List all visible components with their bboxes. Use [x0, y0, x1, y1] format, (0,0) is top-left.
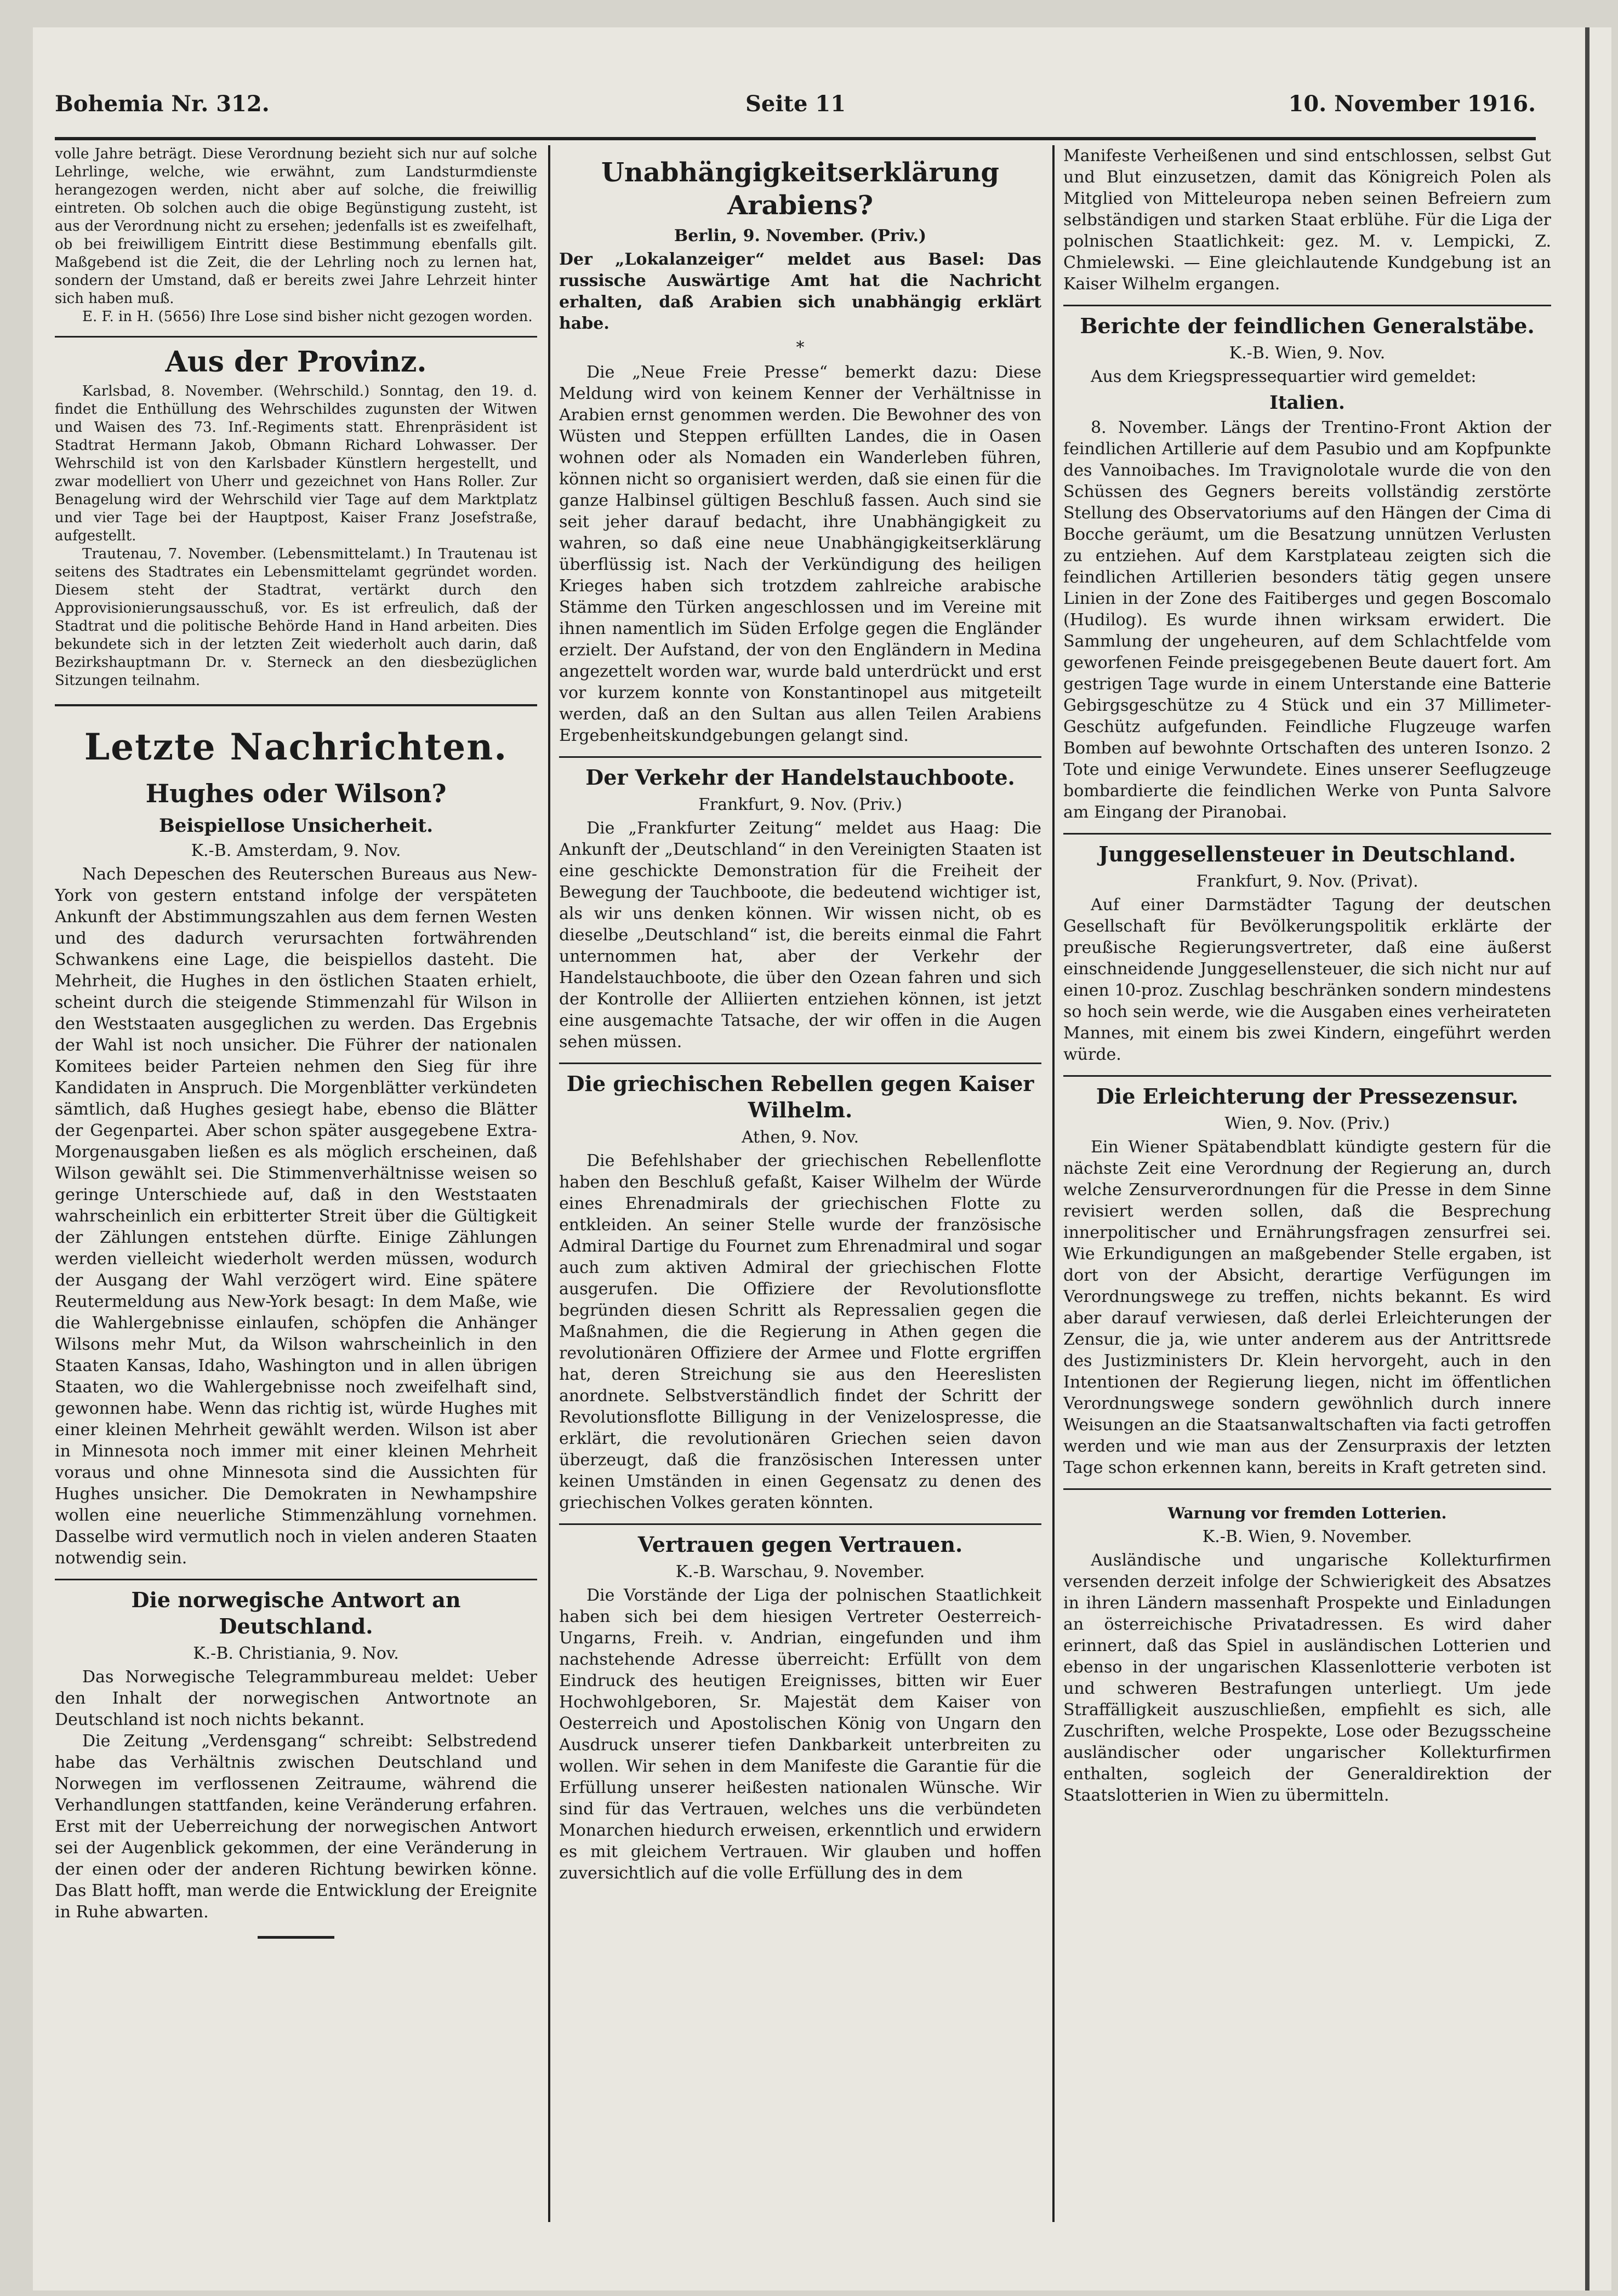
- header-page-number: Seite 11: [745, 91, 846, 117]
- article-headline: Berichte der feindlichen Generalstäbe.: [1080, 313, 1535, 338]
- section-rule: [559, 1523, 1041, 1525]
- article-headline: Die Erleichterung der Pressezensur.: [1096, 1084, 1519, 1109]
- article-paragraph: Die Vorstände der Liga der polnischen Staatlichkeit haben sich bei dem hiesigen Vertreter Oesterreich-Ungarns, Freih. v. Andrian, eingefunden und ihm nachstehende Adresse überreicht: Erfüllt von dem Eindruck des heutigen Ereignisses, bitten wir Euer Hochwohlgeboren, Sr. Majestät dem Kaiser von Oesterreich und Apostolischen König von Ungarn den Ausdruck unserer tiefen Dankbarkeit unterbreiten zu wollen. Wir sehen in dem Manifeste die Garantie für die Erfüllung unserer heißesten nationalen Wünsche. Wir sind für das Vertrauen, welches uns die verbündeten Monarchen hiedurch erweisen, erkenntlich und erwidern es mit gleichem Vertrauen. Wir glauben und hoffen zuversichtlich auf die volle Erfüllung des in dem: [559, 1586, 1041, 1883]
- article-dateline: K.-B. Warschau, 9. November.: [675, 1562, 925, 1581]
- article-dateline: K.-B. Christiania, 9. Nov.: [193, 1644, 399, 1663]
- article-paragraph: Ein Wiener Spätabendblatt kündigte gestern für die nächste Zeit eine Verordnung der Regierung an, durch welche Zensurverordnungen für die Presse in dem Sinne revisiert werden sollen, daß die Besprechung innerpolitischer und Ernährungsfragen zensurfrei sei. Wie Erkundigungen an maßgebender Stelle ergaben, ist dort von der Absicht, derartige Verfügungen im Verordnungswege zu treffen, nichts bekannt. Es wird aber darauf verwiesen, daß derlei Erleichterungen der Zensur, die ja, wie unter anderem aus der Antrittsrede des Justizministers Dr. Klein hervorgeht, auch in den Intentionen der Regierung liegen, nicht im öffentlichen Verordnungswege sondern gewöhnlich durch innere Weisungen an die Staatsanwaltschaften via facti getroffen werden und wie man aus der Zensurpraxis der letzten Tage schon erkennen kann, bereits in Kraft getreten sind.: [1063, 1138, 1551, 1477]
- article-headline: Junggesellensteuer in Deutschland.: [1098, 842, 1516, 866]
- article-dateline: Berlin, 9. November. (Priv.): [674, 226, 927, 245]
- column-divider: [1052, 145, 1055, 2222]
- page-header: [55, 82, 1536, 126]
- header-rule: [55, 137, 1536, 140]
- article-paragraph: Das Norwegische Telegrammbureau meldet: Ueber den Inhalt der norwegischen Antwortnote an Deutschland ist noch nichts bekannt.: [55, 1667, 537, 1729]
- article-dateline: K.-B. Amsterdam, 9. Nov.: [191, 841, 401, 860]
- article-headline: Vertrauen gegen Vertrauen.: [637, 1532, 963, 1557]
- column-3: [1063, 145, 1551, 2228]
- separator-mark: *: [796, 338, 805, 357]
- article-paragraph: Die Befehlshaber der griechischen Rebellenflotte haben den Beschluß gefaßt, Kaiser Wilhelm der Würde eines Ehrenadmirals der griechischen Flotte zu entkleiden. An seiner Stelle wurde der französische Admiral Dartige du Fournet zum Ehrenadmiral und sogar auch zum aktiven Admiral der griechischen Flotte ausgerufen. Die Offiziere der Revolutionsflotte begründen diesen Schritt als Repressalien gegen die Maßnahmen, die die Regierung in Athen gegen die revolutionären Offiziere der Armee und Flotte ergriffen hat, deren Streichung sie aus den Heereslisten anordnete. Selbstverständlich findet der Schritt der Revolutionsflotte Billigung in der Venizelospresse, die erklärt, die revolutionären Griechen seien davon überzeugt, daß die französischen Interessen unter keinen Umständen in einen Gegensatz zu denen des griechischen Volkes geraten könnten.: [559, 1151, 1041, 1512]
- scan-edge: [1585, 27, 1589, 2291]
- section-rule: [1063, 1075, 1551, 1077]
- section-rule: [559, 1063, 1041, 1064]
- subsection-heading: Italien.: [1269, 392, 1345, 414]
- section-rule: [1063, 1488, 1551, 1490]
- article-lead: Der „Lokalanzeiger“ meldet aus Basel: Das russische Auswärtige Amt hat die Nachricht erhalten, daß Arabien sich unabhängig erklärt habe.: [559, 250, 1041, 333]
- column-divider: [548, 145, 550, 2222]
- article-paragraph: Auf einer Darmstädter Tagung der deutschen Gesellschaft für Bevölkerungspolitik erklärte der preußische Regierungsvertreter, daß eine äußerst einschneidende Junggesellensteuer, die sich nicht nur auf einen 10-proz. Zuschlag beschränken sondern mindestens so hoch sein werde, wie die Ausgaben eines verheirateten Mannes, mit einem bis zwei Kindern, eingeführt werden würde.: [1063, 895, 1551, 1064]
- article-paragraph: Ausländische und ungarische Kollekturfirmen versenden derzeit infolge der Schwierigkeit des Absatzes in ihren Ländern massenhaft Prospekte und Einladungen an österreichische Privatadressen. Es wird daher erinnert, daß das Spiel in ausländischen Lotterien und ebenso in der ungarischen Klassenlotterie verboten ist und schweren Bestrafungen unterliegt. Um jede Straffälligkeit auszuschließen, empfiehlt es sich, alle Zuschriften, welche Prospekte, Lose oder Bezugsscheine ausländischer oder ungarischer Kollekturfirmen enthalten, sogleich der Generaldirektion der Staatslotterien in Wien zu übermitteln.: [1063, 1551, 1551, 1805]
- article-subheadline: Beispiellose Unsicherheit.: [158, 815, 434, 837]
- article-headline: Unabhängigkeitserklärung Arabiens?: [601, 157, 999, 221]
- article-dateline: K.-B. Wien, 9. November.: [1202, 1527, 1412, 1546]
- article-dateline: Wien, 9. Nov. (Priv.): [1224, 1114, 1390, 1133]
- article-paragraph: Die „Frankfurter Zeitung“ meldet aus Haag: Die Ankunft der „Deutschland“ in den Vereinigten Staaten ist eine geschickte Demonstration für die Freiheit der Bewegung der Tauchboote, die bedeutend wichtiger ist, als wir uns denken können. Wir wissen nicht, ob es dieselbe „Deutschland“ ist, die bereits einmal die Fahrt unternommen hat, aber der Verkehr der Handelstauchboote, die über den Ozean fahren und sich der Kontrolle der Alliierten entziehen können, ist jetzt eine ausgemachte Tatsache, der wir offen in die Augen sehen müssen.: [559, 819, 1041, 1052]
- article-dateline: Frankfurt, 9. Nov. (Priv.): [698, 795, 902, 814]
- header-date: 10. November 1916.: [1288, 91, 1536, 117]
- continued-paragraph: volle Jahre beträgt. Diese Verordnung bezieht sich nur auf solche Lehrlinge, welche, wie erwähnt, zum Landsturmdienste herangezogen werden, nicht aber auf solche, die freiwillig eintreten. Ob solchen auch die obige Begünstigung zusteht, ist aus der Verordnung nicht zu ersehen; jedenfalls ist es zweifelhaft, ob bei freiwilligem Eintritt diese Bestimmung ebenfalls gilt. Maßgebend ist die Zeit, die der Lehrling noch zu lernen hat, sondern der Umstand, daß er bereits zwei Jahre Lehrzeit hinter sich haben muß.: [55, 146, 537, 307]
- article-headline: Die norwegische Antwort an Deutschland.: [131, 1587, 461, 1638]
- section-rule: [1063, 833, 1551, 835]
- article-paragraph: Nach Depeschen des Reuterschen Bureaus aus New-York von gestern entstand infolge der verspäteten Ankunft der Abstimmungszahlen aus dem fernen Westen und des dadurch verursachten fortwährenden Schwankens eine Lage, die beispiellos dasteht. Die Mehrheit, die Hughes in den östlichen Staaten erhielt, scheint durch die steigende Stimmenzahl für Wilson in den Weststaaten ausgeglichen zu werden. Das Ergebnis der Wahl ist noch unsicher. Die Führer der nationalen Komitees beider Parteien nehmen den Sieg für ihre Kandidaten in Anspruch. Die Morgenblätter verkündeten sämtlich, daß Hughes gesiegt habe, ebenso die Blätter der Gegenpartei. Aber schon später ausgegebene Extra-Morgenausgaben ließen es als möglich erscheinen, daß Wilson gewählt sei. Die Stimmenverhältnisse weisen so geringe Unterschiede auf, daß in den Weststaaten wahrscheinlich ein erbitterter Streit über die Gültigkeit der Zählungen entstehen dürfte. Einige Zählungen werden vielleicht wiederholt werden müssen, wodurch der Ausgang der Wahl verzögert wird. Eine spätere Reutermeldung aus New-York besagt: In dem Maße, wie die Wahlergebnisse einlaufen, schöpfen die Anhänger Wilsons mehr Mut, da Wilson wahrscheinlich in den Staaten Kansas, Idaho, Washington und in allen übrigen Staaten, wo die Wahlergebnisse noch zweifelhaft sind, gewonnen habe. Wenn das richtig ist, würde Hughes mit einer kleinen Mehrheit gewählt werden. Wilson ist aber in Minnesota noch immer mit einer kleinen Mehrheit voraus und ohne Minnesota sind die Aussichten für Hughes unsicher. Die Demokraten in Newhampshire wollen eine neuerliche Stimmenzählung vornehmen. Dasselbe wird vermutlich noch in vielen anderen Staaten notwendig sein.: [55, 865, 537, 1568]
- column-1: [55, 145, 537, 2228]
- header-publication: Bohemia Nr. 312.: [55, 91, 270, 117]
- continued-paragraph: Manifeste Verheißenen und sind entschlossen, selbst Gut und Blut einzusetzen, damit das Königreich Polen als Mitglied von Mitteleuropa neben seinen Befreiern zum selbständigen und starken Staat erblühe. Für die Liga der polnischen Staatlichkeit: gez. M. v. Lempicki, Z. Chmielewski. — Eine gleichlautende Kundgebung ist an Kaiser Wilhelm ergangen.: [1063, 146, 1551, 294]
- article-headline: Warnung vor fremden Lotterien.: [1167, 1504, 1447, 1522]
- article-paragraph: Trautenau, 7. November. (Lebensmittelamt.) In Trautenau ist seitens des Stadtrates ein Lebensmittelamt gegründet worden. Diesem steht der Stadtrat, vertärkt durch den Approvisionierungsausschuß, vor. Es ist erfreulich, daß der Stadtrat und die politische Behörde Hand in Hand arbeiten. Dies bekundete sich in der letzten Zeit wiederholt auch darin, daß Bezirkshauptmann Dr. v. Sterneck an den diesbezüglichen Sitzungen teilnahm.: [55, 546, 537, 689]
- article-dateline: K.-B. Wien, 9. Nov.: [1229, 344, 1386, 363]
- section-rule: [559, 756, 1041, 758]
- section-rule: [1063, 305, 1551, 306]
- section-heading-letzte-nachrichten: Letzte Nachrichten.: [84, 726, 508, 768]
- article-dateline: Athen, 9. Nov.: [741, 1128, 859, 1147]
- article-paragraph: Aus dem Kriegspressequartier wird gemeldet:: [1091, 367, 1477, 386]
- section-rule: [55, 336, 537, 338]
- article-headline: Der Verkehr der Handelstauchboote.: [585, 765, 1015, 790]
- article-paragraph: 8. November. Längs der Trentino-Front Aktion der feindlichen Artillerie auf dem Pasubio und am Kopfpunkte des Vannoibaches. Im Travignolotale wurde die von den Schüssen des Gegners bereits vollständig zerstörte Stellung des Observatoriums auf den Hängen der Cima di Bocche geräumt, um die Besatzung unnützen Verlusten zu entziehen. Auf dem Karstplateau zeigten sich die feindlichen Artillerien besonders tätig gegen unsere Linien in der Zone des Faitiberges und gegen Boscomalo (Hudilog). Es wurde ihnen wirksam erwidert. Die Sammlung der ungeheuren, auf dem Schlachtfelde vom geworfenen Feinde preisgegebenen Beute dauert fort. Am gestrigen Tage wurde in einem Unterstande eine Batterie Gebirgsgeschütze zu 4 Stück und ein 37 Millimeter-Geschütz aufgefunden. Feindliche Flugzeuge warfen Bomben auf bewohnte Ortschaften des unteren Isonzo. 2 Tote und einige Verwundete. Eines unserer Seeflugzeuge bombardierte die feindlichen Werke von Punta Salvore am Eingang der Piranobai.: [1063, 418, 1551, 822]
- article-headline: Die griechischen Rebellen gegen Kaiser Wilhelm.: [566, 1071, 1034, 1122]
- reader-note: E. F. in H. (5656) Ihre Lose sind bisher nicht gezogen worden.: [82, 309, 533, 325]
- article-paragraph: Die „Neue Freie Presse“ bemerkt dazu: Diese Meldung wird von keinem Kenner der Verhältnisse in Arabien ernst genommen werden. Die Bewohner des von Wüsten und Steppen erfüllten Landes, die in Oasen wohnen oder als Nomaden ein Wanderleben führen, können nicht so organisiert werden, daß sie einen für die ganze Halbinsel gültigen Beschluß fassen. Auch sind sie seit jeher darauf bedacht, ihre Unabhängigkeit zu wahren, so daß eine neue Unabhängigkeitserklärung überflüssig ist. Nach der Verkündigung des heiligen Krieges haben sich trotzdem zahlreiche arabische Stämme den Türken angeschlossen und im Vereine mit ihnen namentlich im Süden Erfolge gegen die Engländer erzielt. Der Aufstand, der von den Engländern in Medina angezettelt worden war, wurde bald unterdrückt und erst vor kurzem konnte von Konstantinopel aus mitgeteilt werden, daß an den Sultan aus allen Teilen Arabiens Ergebenheitskundgebungen gelangt sind.: [559, 363, 1041, 745]
- section-rule: [55, 704, 537, 706]
- article-headline: Hughes oder Wilson?: [145, 779, 447, 808]
- section-rule: [55, 1579, 537, 1580]
- column-2: [559, 145, 1041, 2228]
- article-paragraph: Die Zeitung „Verdensgang“ schreibt: Selbstredend habe das Verhältnis zwischen Deutschland und Norwegen im verflossenen Zeitraume, während die Verhandlungen stattfanden, keine Veränderung erfahren. Erst mit der Ueberreichung der norwegischen Antwort sei der Augenblick gekommen, der eine Veränderung in der einen oder der anderen Richtung bewirken könne. Das Blatt hofft, man werde die Entwicklung der Ereignite in Ruhe abwarten.: [55, 1732, 537, 1922]
- end-rule: [258, 1936, 334, 1939]
- section-heading-provinz: Aus der Provinz.: [165, 345, 427, 379]
- article-paragraph: Karlsbad, 8. November. (Wehrschild.) Sonntag, den 19. d. findet die Enthüllung des Wehrschildes zugunsten der Witwen und Waisen des 73. Inf.-Regiments statt. Ehrenpräsident ist Stadtrat Hermann Jakob, Obmann Richard Lohwasser. Der Wehrschild ist von den Karlsbader Künstlern hergestellt, und zwar modelliert von Uherr und gezeichnet von Hans Roller. Zur Benagelung wird der Wehrschild vier Tage auf dem Marktplatz und vier Tage bei der Hauptpost, Kaiser Franz Josefstraße, aufgestellt.: [55, 383, 537, 544]
- article-dateline: Frankfurt, 9. Nov. (Privat).: [1196, 872, 1418, 891]
